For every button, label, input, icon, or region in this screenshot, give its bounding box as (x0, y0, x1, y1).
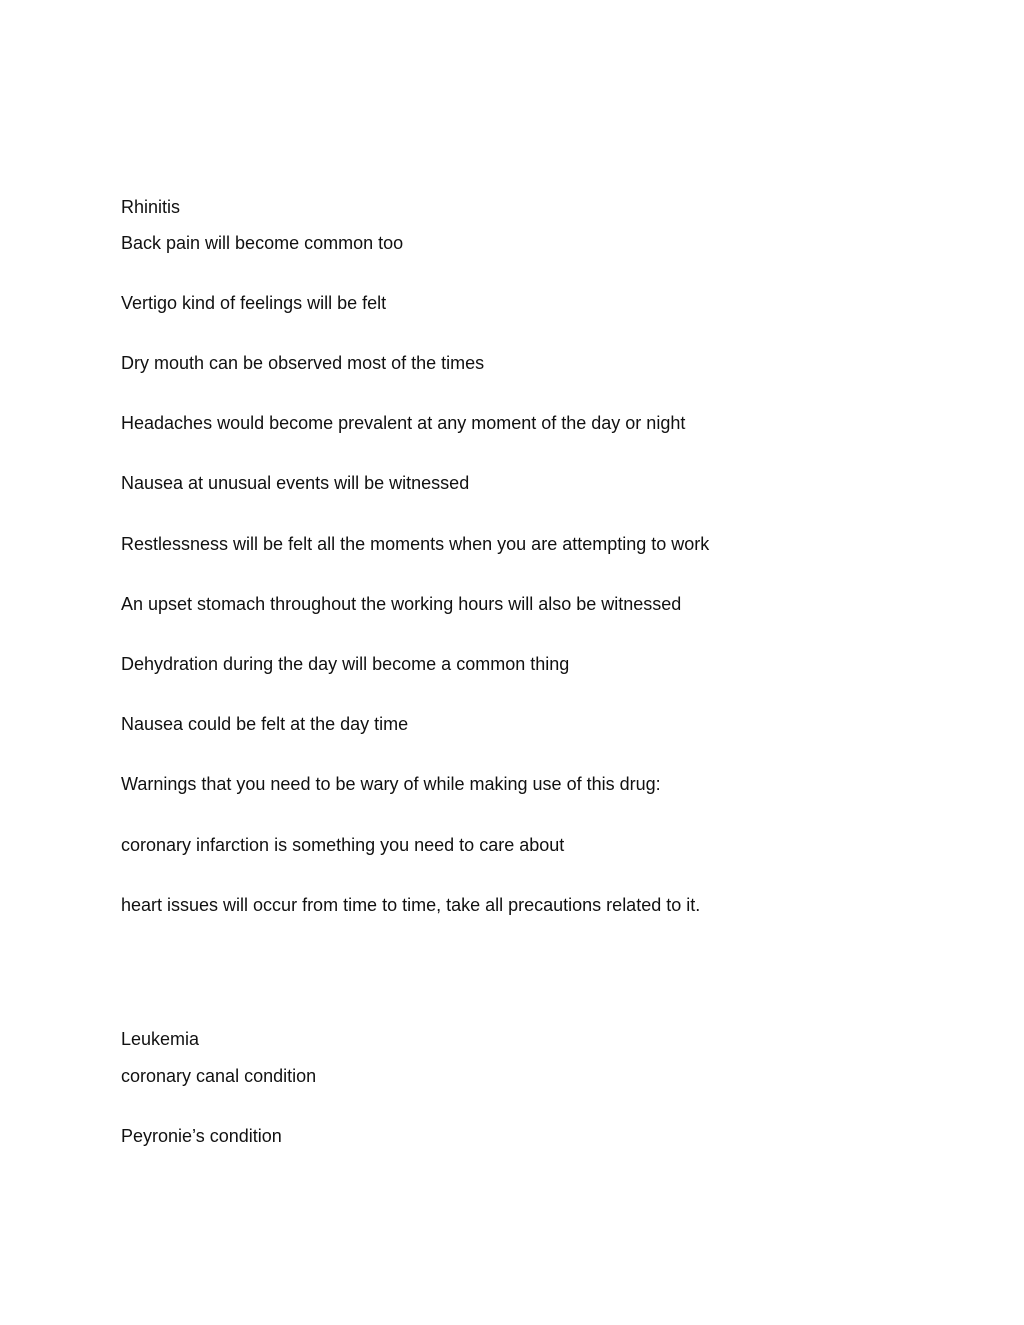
paragraph-coronary-canal: coronary canal condition (121, 1066, 317, 1086)
paragraph-dehydration: Dehydration during the day will become a common thing (121, 654, 570, 674)
paragraph-heart-issues: heart issues will occur from time to time, take all precautions related to it. (121, 895, 701, 915)
paragraph-peyronie: Peyronie’s condition (121, 1126, 282, 1146)
paragraph-nausea-day: Nausea could be felt at the day time (121, 714, 409, 734)
paragraph-coronary-infarction: coronary infarction is something you need to care about (121, 835, 565, 855)
paragraph-warnings: Warnings that you need to be wary of while making use of this drug: (121, 774, 661, 794)
paragraph-headaches: Headaches would become prevalent at any moment of the day or night (121, 413, 686, 433)
paragraph-dry-mouth: Dry mouth can be observed most of the times (121, 353, 485, 373)
paragraph-leukemia: Leukemia (121, 1029, 200, 1049)
paragraph-nausea-unusual: Nausea at unusual events will be witnessed (121, 473, 470, 493)
paragraph-restlessness: Restlessness will be felt all the moments when you are attempting to work (121, 534, 710, 554)
paragraph-rhinitis: Rhinitis (121, 197, 181, 217)
paragraph-upset-stomach: An upset stomach throughout the working hours will also be witnessed (121, 594, 682, 614)
paragraph-back-pain: Back pain will become common too (121, 233, 404, 253)
paragraph-vertigo: Vertigo kind of feelings will be felt (121, 293, 387, 313)
